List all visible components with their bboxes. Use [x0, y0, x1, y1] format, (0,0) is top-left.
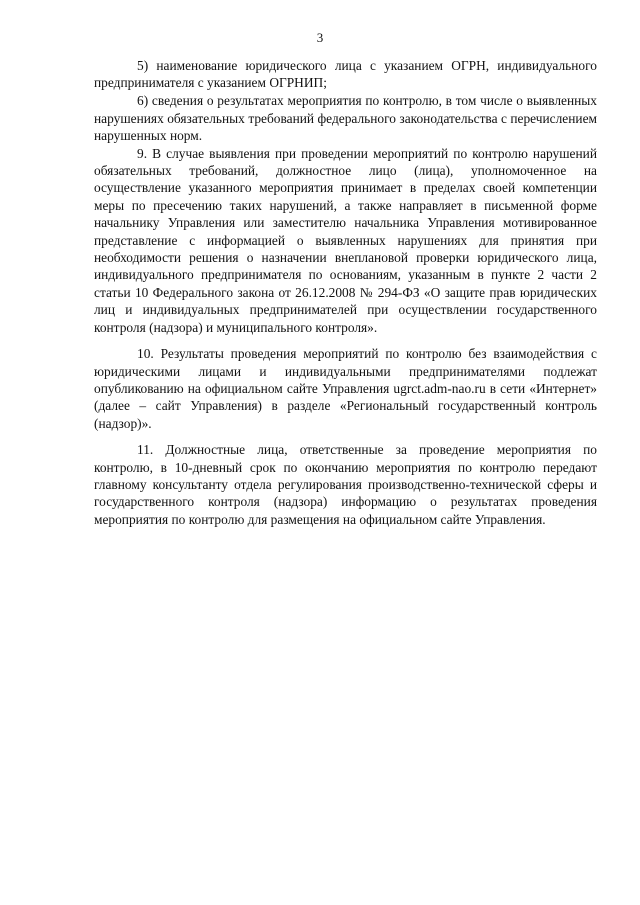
paragraph-item-5: 5) наименование юридического лица с указанием ОГРН, индивидуального предпринимателя с указанием ОГРНИП; — [94, 58, 597, 91]
document-body — [94, 57, 597, 528]
paragraph-10: 10. Результаты проведения мероприятий по контролю без взаимодействия с юридическими лицами и индивидуальными предпринимателями подлежат опубликованию на официальном сайте Управления ugrct.adm-nao.ru в сети «Интернет» (далее – сайт Управления) в разделе «Региональный государственный контроль (надзор)». — [94, 346, 597, 431]
paragraph-11: 11. Должностные лица, ответственные за проведение мероприятия по контролю, в 10-дневный срок по окончанию мероприятия по контролю передают главному консультанту отдела регулирования производственно-технической сферы и государственного контроля (надзора) информацию о результатах проведения мероприятия по контролю для размещения на официальном сайте Управления. — [94, 442, 597, 527]
page-number: 3 — [316, 30, 324, 45]
paragraph-9: 9. В случае выявления при проведении мероприятий по контролю нарушений обязательных требований, должностное лицо (лица), уполномоченное на осуществление указанного мероприятия принимает в пределах своей компетенции меры по пресечению таких нарушений, а также направляет в письменной форме начальнику Управления или заместителю начальника Управления мотивированное представление с информацией о выявленных нарушениях для принятия при необходимости решения о назначении внеплановой проверки юридического лица, индивидуального предпринимателя по основаниям, указанным в пункте 2 части 2 статьи 10 Федерального закона от 26.12.2008 № 294-ФЗ «О защите прав юридических лиц и индивидуальных предпринимателей при осуществлении государственного контроля (надзора) и муниципального контроля». — [94, 145, 597, 335]
paragraph-item-6: 6) сведения о результатах мероприятия по контролю, в том числе о выявленных нарушениях обязательных требований федерального законодательства с перечислением нарушенных норм. — [94, 93, 597, 143]
